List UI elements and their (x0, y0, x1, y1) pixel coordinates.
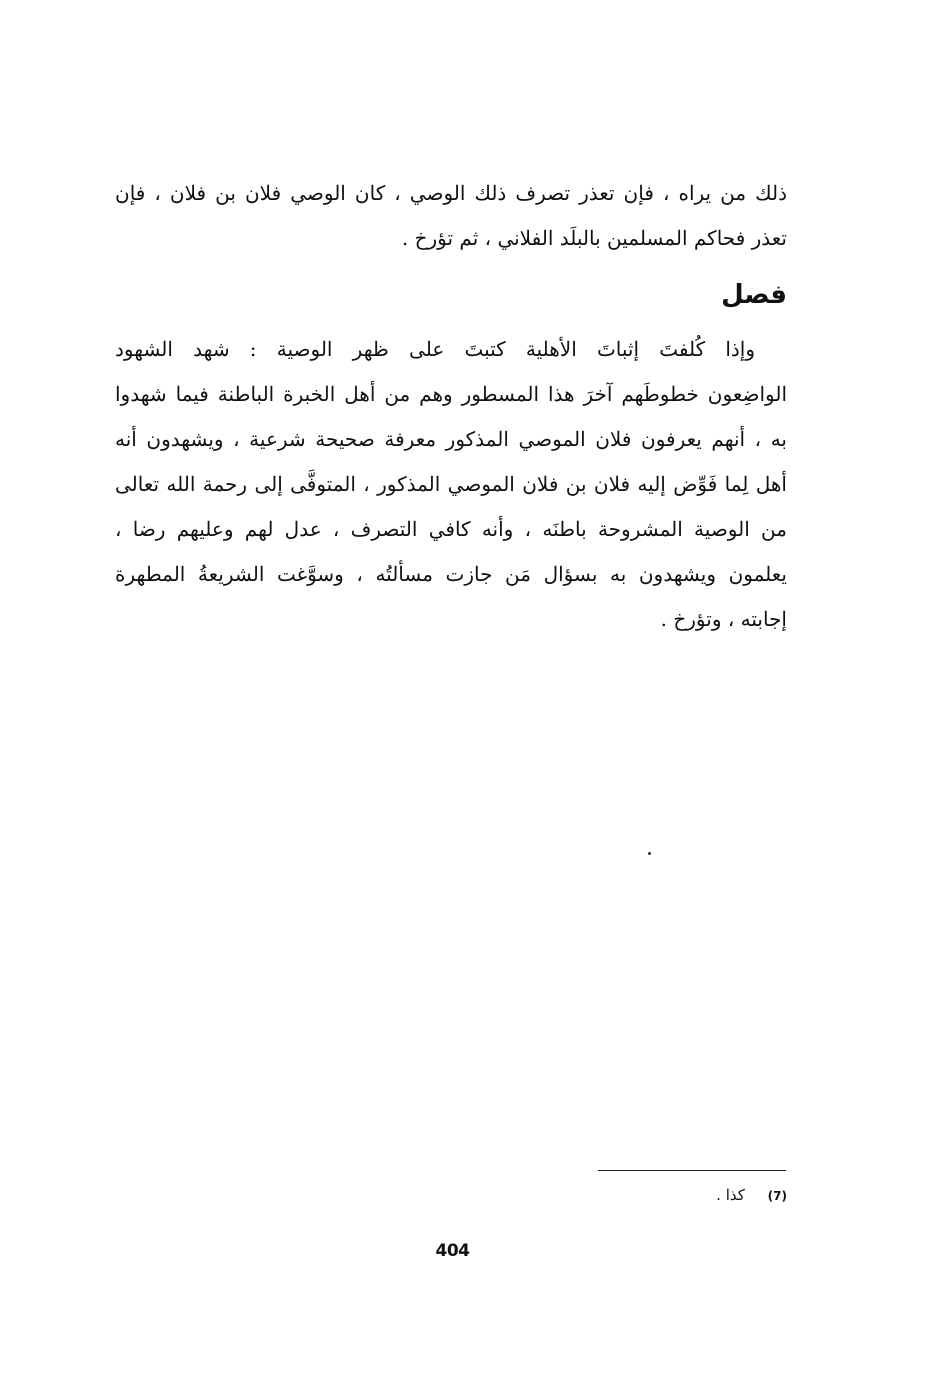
footnote-text: كذا . (716, 1186, 745, 1204)
text-line: وإذا كُلفتَ إثباتَ الأهلية كتبتَ على ظهر الوصية : شهد الشهود (115, 337, 755, 361)
text-line: ذلك من يراه ، فإن تعذر تصرف ذلك الوصي ، كان الوصي فلان بن فلان ، فإن (115, 181, 787, 205)
section-heading: فصل (721, 280, 787, 310)
text-line: يعلمون ويشهدون به بسؤال مَن جازت مسألتُه ، وسوَّغت الشريعةُ المطهرة (115, 562, 787, 586)
paragraph-main (115, 327, 787, 642)
text-line: الواضِعون خطوطَهم آخرَ هذا المسطور وهم من أهل الخبرة الباطنة فيما شهدوا (115, 382, 787, 406)
footnote (716, 1183, 787, 1208)
print-speck (648, 852, 651, 855)
paragraph-continuation (115, 171, 787, 261)
text-line: به ، أنهم يعرفون فلان الموصي المذكور معرفة صحيحة شرعية ، ويشهدون أنه (115, 427, 787, 451)
text-line: أهل لِما فَوِّض إليه فلان بن فلان الموصي المذكور ، المتوفَّى إلى رحمة الله تعالى (115, 472, 787, 496)
footnote-number: (7) (767, 1189, 787, 1203)
footnote-divider (598, 1170, 786, 1171)
text-line: من الوصية المشروحة باطنَه ، وأنه كافي التصرف ، عدل لهم وعليهم رضا ، (115, 517, 787, 541)
text-line: تعذر فحاكم المسلمين بالبلَد الفلاني ، ثم تؤرخ . (401, 226, 787, 250)
page-number: 404 (435, 1241, 470, 1261)
text-line: إجابته ، وتؤرخ . (660, 607, 787, 631)
